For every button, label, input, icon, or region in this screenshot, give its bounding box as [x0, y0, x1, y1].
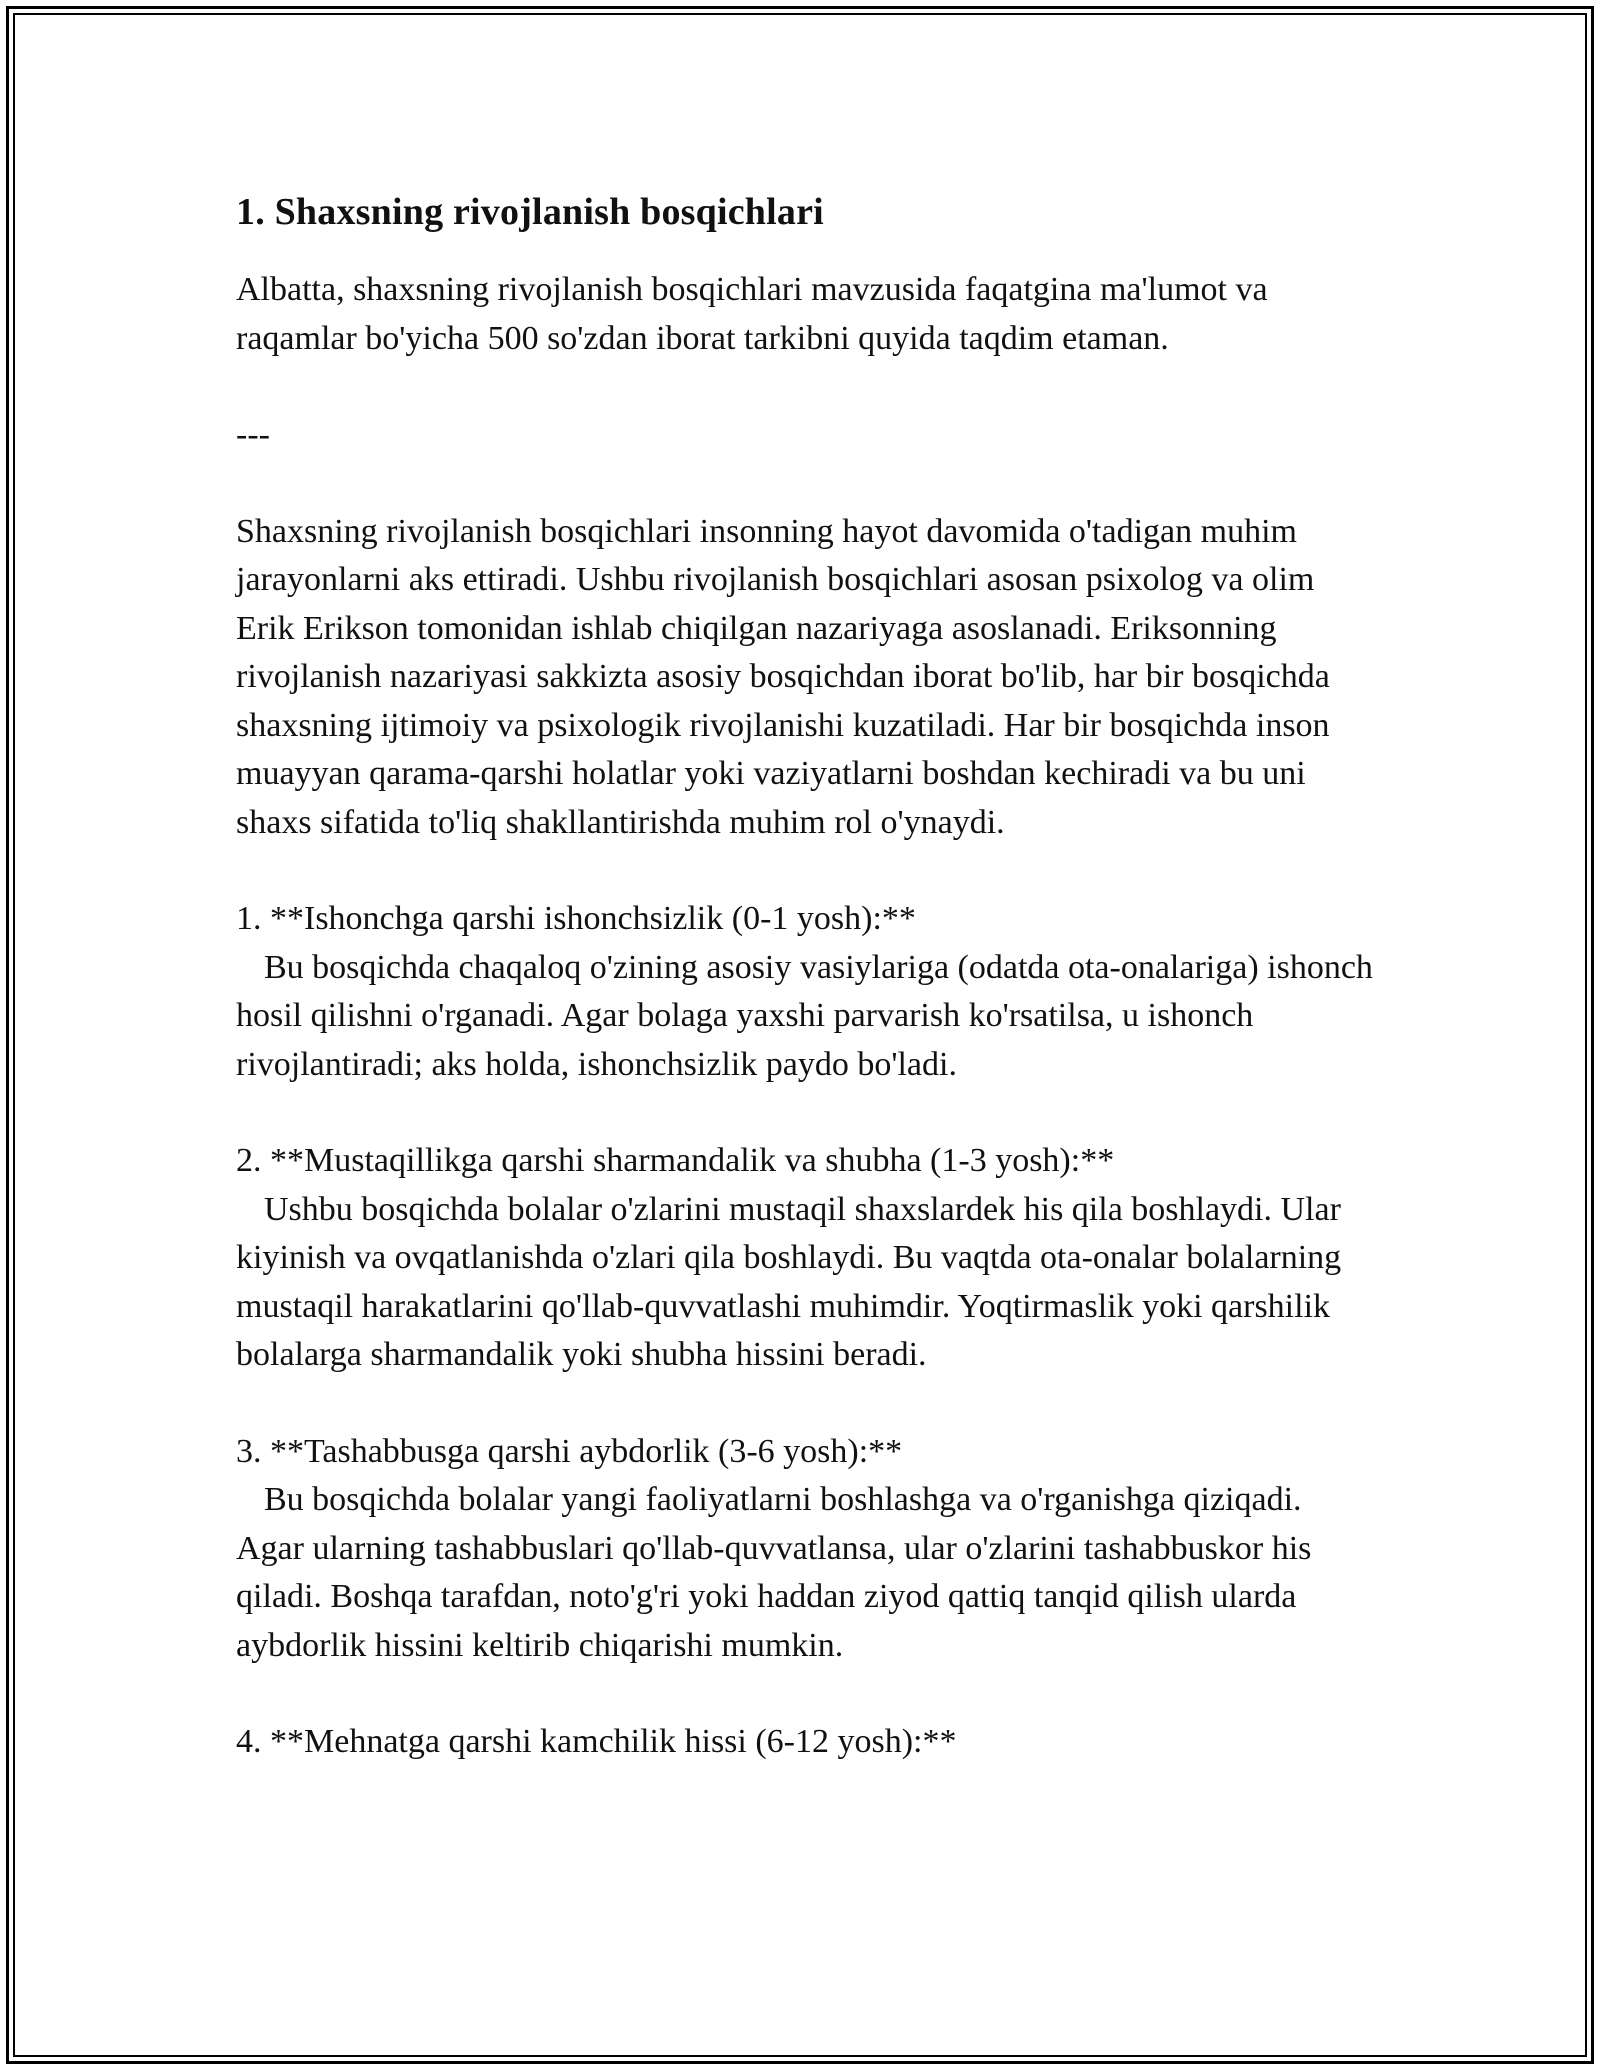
stage-heading: 3. **Tashabbusga qarshi aybdorlik (3-6 yosh):**: [236, 1432, 903, 1470]
stage-heading: 4. **Mehnatga qarshi kamchilik hissi (6-12 yosh):**: [236, 1723, 957, 1760]
stage-item: [236, 895, 1382, 1089]
stage-body-rest: ishonch hosil qilishni o'rganadi. Agar bolaga yaxshi parvarish ko'rsatilsa, u ishonch rivojlantiradi; aks holda, ishonchsizlik paydo bo'ladi.: [236, 948, 1382, 1083]
stage-body-rest: qiziqadi. Agar ularning tashabbuslari qo'llab-quvvatlansa, ular o'zlarini tashabbuskor his qiladi. Boshqa tarafdan, noto'g'ri yoki haddan ziyod qattiq tanqid qilish ularda aybdorlik hissini keltirib chiqarishi mumkin.: [236, 1481, 1320, 1664]
intro-paragraph: Albatta, shaxsning rivojlanish bosqichlari mavzusida faqatgina ma'lumot va raqamlar bo'yicha 500 so'zdan iborat tarkibni quyida taqdim etaman.: [236, 271, 1277, 357]
stage-body-first-line: Ushbu bosqichda bolalar o'zlarini mustaqil shaxslardek his qila boshlaydi.: [264, 1190, 1272, 1228]
stage-body-first-line: Bu bosqichda bolalar yangi faoliyatlarni boshlashga va o'rganishga: [264, 1481, 1175, 1518]
stage-body-rest: Ular kiyinish va ovqatlanishda o'zlari qila boshlaydi. Bu vaqtda ota-onalar bolalarning mustaqil harakatlarini qo'llab-quvvatlashi muhimdir. Yoqtirmaslik yoki qarshilik bolalarga sharmandalik yoki shubha hissini beradi.: [236, 1190, 1350, 1373]
stage-body: [236, 1476, 1376, 1670]
stage-body: [236, 1186, 1376, 1380]
stage-heading: 1. **Ishonchga qarshi ishonchsizlik (0-1 yosh):**: [236, 900, 916, 937]
overview-paragraph: Shaxsning rivojlanish bosqichlari insonning hayot davomida o'tadigan muhim jarayonlarni aks ettiradi. Ushbu rivojlanish bosqichlari asosan psixolog va olim Erik Erikson tomonidan ishlab chiqilgan nazariyaga asoslanadi. Eriksonning rivojlanish nazariyasi sakkizta asosiy bosqichdan iborat bo'lib, har bir bosqichda shaxsning ijtimoiy va psixologik rivojlanishi kuzatiladi. Har bir bosqichda inson muayyan qarama-qarshi holatlar yoki vaziyatlarni boshdan kechiradi va bu uni shaxs sifatida to'liq shakllantirishda muhim rol o'ynaydi.: [236, 512, 1339, 841]
stage-item: [236, 1718, 1376, 1767]
stage-body: [236, 944, 1382, 1090]
separator: ---: [236, 416, 270, 453]
document-title: 1. Shaxsning rivojlanish bosqichlari: [236, 191, 824, 233]
stage-item: [236, 1428, 1376, 1671]
stage-item: [236, 1137, 1376, 1380]
stage-body-first-line: Bu bosqichda chaqaloq o'zining asosiy vasiylariga (odatda ota-onalariga): [264, 948, 1259, 986]
stage-heading: 2. **Mustaqillikga qarshi sharmandalik va shubha (1-3 yosh):**: [236, 1142, 1115, 1179]
document-page: [236, 186, 1382, 1767]
